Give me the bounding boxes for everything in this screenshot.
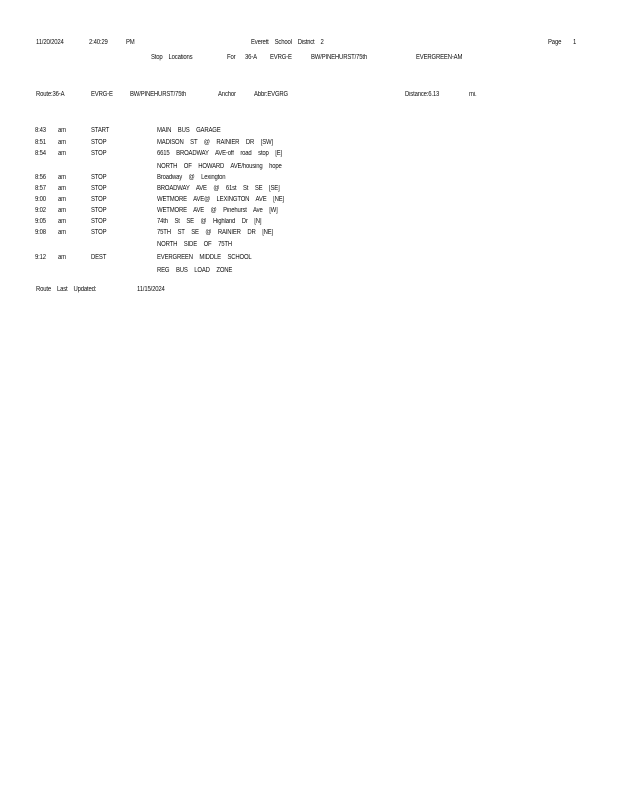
stop-type: STOP — [91, 229, 107, 236]
stop-ampm: am — [58, 139, 66, 146]
stop-time: 9:08 — [35, 229, 46, 236]
stop-row — [0, 253, 618, 263]
stop-ampm: am — [58, 196, 66, 203]
title-route: 36-A — [245, 54, 257, 61]
stop-type: STOP — [91, 150, 107, 157]
stop-type: STOP — [91, 139, 107, 146]
stop-description: WETMORE AVE@ LEXINGTON AVE [NE] — [157, 196, 284, 203]
stop-description: MAIN BUS GARAGE — [157, 127, 221, 134]
stop-type: START — [91, 127, 110, 134]
stop-type: STOP — [91, 174, 107, 181]
stop-type: STOP — [91, 218, 107, 225]
stop-description: WETMORE AVE @ Pinehurst Ave [W] — [157, 207, 278, 214]
stop-ampm: am — [58, 127, 66, 134]
stop-type: STOP — [91, 196, 107, 203]
stop-ampm: am — [58, 174, 66, 181]
report-ampm: PM — [126, 39, 135, 46]
route-id: Route:36-A — [36, 91, 65, 98]
route-distance-unit: mi. — [469, 91, 477, 98]
stop-description: Broadway @ Lexington — [157, 174, 226, 181]
stop-type: STOP — [91, 207, 107, 214]
stop-time: 9:05 — [35, 218, 46, 225]
route-anchor: Anchor — [218, 91, 236, 98]
page-number: 1 — [573, 39, 577, 46]
stop-row — [0, 206, 618, 216]
stop-ampm: am — [58, 218, 66, 225]
route-code: EVRG-E — [91, 91, 113, 98]
stop-row — [0, 195, 618, 205]
stop-description-continuation: NORTH SIDE OF 75TH — [157, 241, 232, 248]
title-desc: BW/PINEHURST/75th — [311, 54, 367, 61]
title-code: EVRG-E — [270, 54, 292, 61]
stop-description: EVERGREEN MIDDLE SCHOOL — [157, 254, 252, 261]
stop-ampm: am — [58, 207, 66, 214]
stop-row-continuation — [0, 162, 618, 172]
page-label: Page — [548, 39, 562, 46]
stop-ampm: am — [58, 229, 66, 236]
stop-time: 9:12 — [35, 254, 46, 261]
stop-ampm: am — [58, 254, 66, 261]
stop-description: 6615 BROADWAY AVE-off road stop [E] — [157, 150, 283, 157]
stop-row — [0, 184, 618, 194]
stop-row — [0, 149, 618, 159]
stop-row-continuation — [0, 240, 618, 250]
stop-row — [0, 138, 618, 148]
stop-time: 8:51 — [35, 139, 46, 146]
last-updated-date: 11/15/2024 — [137, 286, 165, 293]
stop-time: 8:57 — [35, 185, 46, 192]
stop-description: BROADWAY AVE @ 61st St SE [SE] — [157, 185, 280, 192]
stop-type: DEST — [91, 254, 107, 261]
stop-row — [0, 228, 618, 238]
route-desc: BW/PINEHURST/75th — [130, 91, 186, 98]
title-run: EVERGREEN-AM — [416, 54, 463, 61]
stop-row-continuation — [0, 266, 618, 276]
stop-row — [0, 173, 618, 183]
route-abbr: Abbr:EVGRG — [254, 91, 289, 98]
stop-type: STOP — [91, 185, 107, 192]
stop-ampm: am — [58, 150, 66, 157]
stop-time: 9:00 — [35, 196, 46, 203]
stop-time: 9:02 — [35, 207, 46, 214]
last-updated-label: Route Last Updated: — [36, 286, 97, 293]
report-date: 11/20/2024 — [36, 39, 64, 46]
stop-time: 8:56 — [35, 174, 46, 181]
stop-description: MADISON ST @ RAINIER DR [SW] — [157, 139, 273, 146]
title-for: For — [227, 54, 236, 61]
stop-description-continuation: NORTH OF HOWARD AVE/housing hope — [157, 163, 282, 170]
stop-row — [0, 217, 618, 227]
title-stop-locations: Stop Locations — [151, 54, 193, 61]
stop-description: 75TH ST SE @ RAINIER DR [NE] — [157, 229, 274, 236]
district-name: Everett School District 2 — [251, 39, 324, 46]
stop-time: 8:54 — [35, 150, 46, 157]
stop-row — [0, 126, 618, 136]
report-time: 2:40:29 — [89, 39, 108, 46]
stop-time: 8:43 — [35, 127, 46, 134]
route-distance: Distance:6.13 — [405, 91, 440, 98]
stop-ampm: am — [58, 185, 66, 192]
stop-description: 74th St SE @ Highland Dr [N] — [157, 218, 262, 225]
stop-description-continuation: REG BUS LOAD ZONE — [157, 267, 233, 274]
